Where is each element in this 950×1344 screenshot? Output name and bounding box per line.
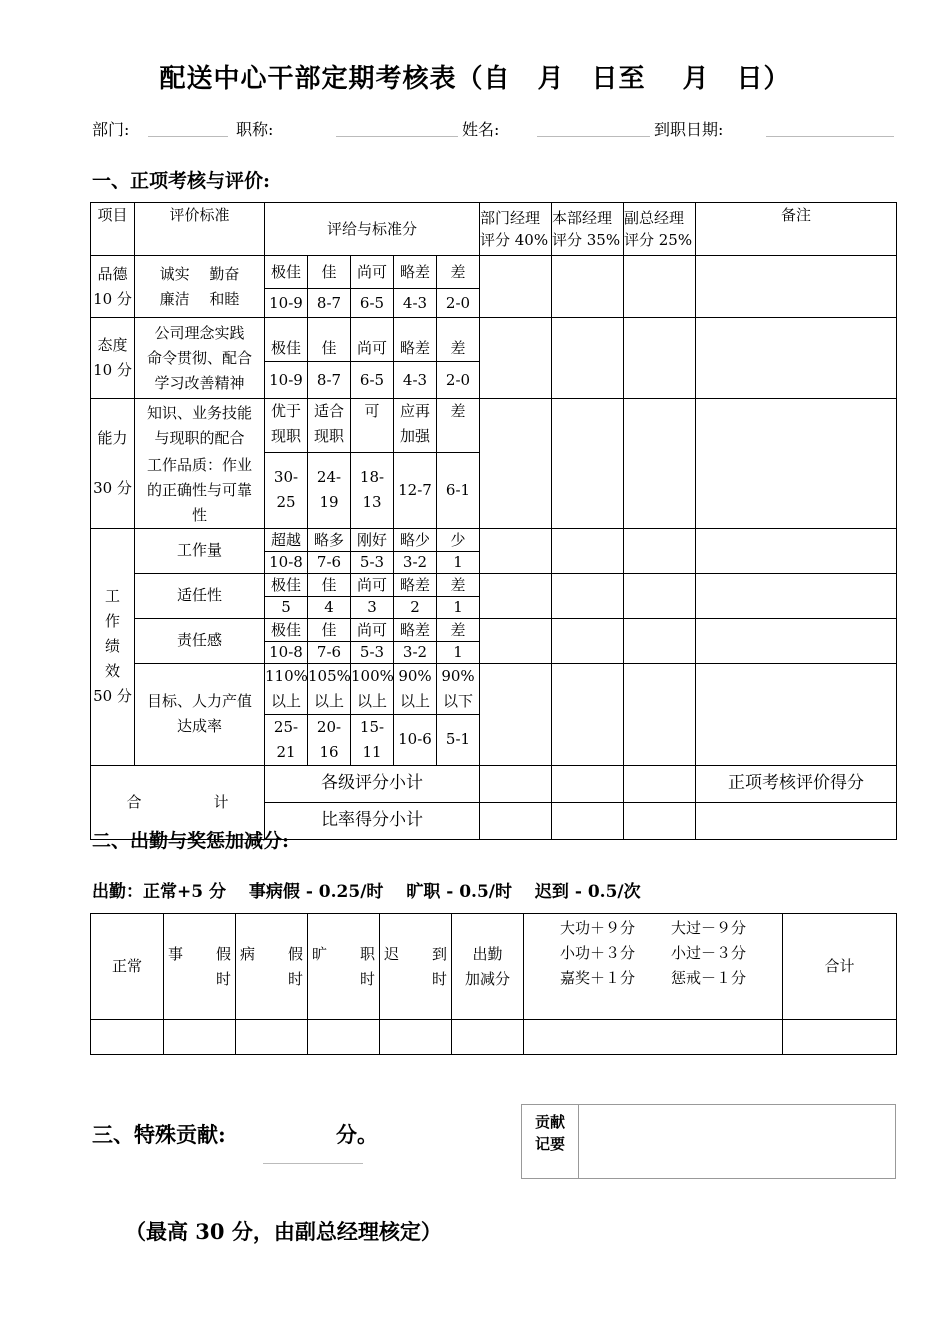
section2-heading: 二、出勤与奖惩加减分:	[92, 830, 290, 852]
suitability-dept-mgr-score[interactable]	[480, 573, 552, 618]
attitude-vice-gm-score[interactable]	[624, 318, 696, 399]
grade-label: 尚可	[351, 618, 394, 641]
grade-label: 适合 现职	[308, 399, 351, 453]
grade-label: 极佳	[265, 573, 308, 596]
col-personal-leave: 事 假 时	[164, 914, 236, 1020]
normal-value[interactable]	[91, 1020, 164, 1055]
workload-label: 工作量	[135, 528, 265, 573]
score-range: 10-8	[265, 641, 308, 663]
dept-field[interactable]	[148, 135, 228, 137]
score-range: 3-2	[394, 641, 437, 663]
dept-label: 部门:	[92, 120, 130, 139]
attitude-own-mgr-score[interactable]	[552, 318, 624, 399]
grade-label: 超越	[265, 528, 308, 551]
score-range: 5-3	[351, 641, 394, 663]
evaluation-table	[90, 202, 897, 840]
score-range: 8-7	[308, 362, 351, 399]
workload-vice-gm-score[interactable]	[624, 528, 696, 573]
workload-dept-mgr-score[interactable]	[480, 528, 552, 573]
grade-label: 刚好	[351, 528, 394, 551]
ratio-dept-mgr[interactable]	[480, 802, 552, 839]
hire-date-label: 到职日期:	[654, 120, 724, 139]
score-range: 10-9	[265, 289, 308, 318]
contribution-box-label: 贡献 记要	[522, 1105, 579, 1179]
position-field[interactable]	[336, 135, 458, 137]
suitability-label: 适任性	[135, 573, 265, 618]
morality-own-mgr-score[interactable]	[552, 256, 624, 318]
score-range: 3-2	[394, 551, 437, 573]
score-range: 6-5	[351, 362, 394, 399]
ratio-own-mgr[interactable]	[552, 802, 624, 839]
personal-leave-value[interactable]	[164, 1020, 236, 1055]
target-dept-mgr-score[interactable]	[480, 663, 552, 765]
score-range: 7-6	[308, 641, 351, 663]
target-remark[interactable]	[696, 663, 897, 765]
workload-own-mgr-score[interactable]	[552, 528, 624, 573]
score-range: 6-1	[437, 453, 480, 529]
section3-unit: 分。	[336, 1122, 378, 1147]
sick-leave-value[interactable]	[236, 1020, 308, 1055]
attendance-adjust-value[interactable]	[452, 1020, 524, 1055]
grade-label: 略差	[394, 573, 437, 596]
grade-label: 110% 以上	[265, 663, 308, 714]
grade-label: 差	[437, 573, 480, 596]
grade-label: 略差	[394, 318, 437, 362]
responsibility-own-mgr-score[interactable]	[552, 618, 624, 663]
section3-heading: 三、特殊贡献:	[92, 1122, 226, 1147]
grade-label: 可	[351, 399, 394, 453]
attendance-table	[90, 913, 897, 1055]
grade-label: 略差	[394, 618, 437, 641]
late-value[interactable]	[380, 1020, 452, 1055]
subtotal-own-mgr[interactable]	[552, 765, 624, 802]
attendance-total-value[interactable]	[783, 1020, 897, 1055]
grade-label: 差	[437, 318, 480, 362]
col-remark-header: 备注	[696, 203, 897, 256]
target-label: 目标、人力产值 达成率	[135, 663, 265, 765]
grade-label: 105% 以上	[308, 663, 351, 714]
attitude-dept-mgr-score[interactable]	[480, 318, 552, 399]
score-range: 3	[351, 596, 394, 618]
morality-vice-gm-score[interactable]	[624, 256, 696, 318]
grade-label: 佳	[308, 573, 351, 596]
subtotal-label: 各级评分小计	[265, 765, 480, 802]
morality-remark[interactable]	[696, 256, 897, 318]
section3-note: （最高 30 分，由副总经理核定）	[125, 1219, 442, 1244]
suitability-remark[interactable]	[696, 573, 897, 618]
score-range: 4	[308, 596, 351, 618]
grade-label: 尚可	[351, 256, 394, 289]
morality-dept-mgr-score[interactable]	[480, 256, 552, 318]
score-range: 5-1	[437, 714, 480, 765]
attitude-standard: 公司理念实践 命令贯彻、配合 学习改善精神	[135, 318, 265, 399]
attitude-item: 态度 10 分	[91, 318, 135, 399]
score-range: 2	[394, 596, 437, 618]
attendance-rule: 出勤：正常+5 分 事病假 - 0.25/时 旷职 - 0.5/时 迟到 - 0.5/次	[92, 882, 641, 902]
ratio-vice-gm[interactable]	[624, 802, 696, 839]
grade-label: 差	[437, 618, 480, 641]
grade-label: 佳	[308, 318, 351, 362]
score-range: 2-0	[437, 289, 480, 318]
grade-label: 差	[437, 256, 480, 289]
col-total: 合计	[783, 914, 897, 1020]
score-range: 1	[437, 641, 480, 663]
grade-label: 尚可	[351, 573, 394, 596]
performance-item: 工 作 绩 效 50 分	[91, 528, 135, 765]
ratio-label: 比率得分小计	[265, 802, 480, 839]
subtotal-vice-gm[interactable]	[624, 765, 696, 802]
rewards-penalties-value[interactable]	[524, 1020, 783, 1055]
grade-label: 少	[437, 528, 480, 551]
col-item-header: 项目	[91, 203, 135, 256]
score-range: 25-21	[265, 714, 308, 765]
name-field[interactable]	[537, 135, 650, 137]
responsibility-vice-gm-score[interactable]	[624, 618, 696, 663]
score-range: 24-19	[308, 453, 351, 529]
responsibility-label: 责任感	[135, 618, 265, 663]
score-range: 4-3	[394, 362, 437, 399]
ability-standard-knowledge: 知识、业务技能 与现职的配合	[135, 399, 265, 453]
ability-own-mgr-score[interactable]	[552, 399, 624, 529]
score-range: 10-9	[265, 362, 308, 399]
target-vice-gm-score[interactable]	[624, 663, 696, 765]
penalties-list: 大过－９分 小过－３分 惩戒－１分	[671, 919, 747, 987]
positive-score-label: 正项考核评价得分	[696, 765, 897, 802]
contribution-box	[521, 1104, 896, 1179]
total-label: 合 计	[91, 765, 265, 839]
col-rewards-penalties	[524, 914, 783, 1020]
col-attendance-adjust: 出勤 加减分	[452, 914, 524, 1020]
col-absence: 旷 职 时	[308, 914, 380, 1020]
positive-score-value[interactable]	[696, 802, 897, 839]
col-dept-mgr-header: 部门经理 评分 40%	[480, 203, 552, 256]
position-label: 职称:	[236, 120, 274, 139]
score-range: 5	[265, 596, 308, 618]
hire-date-field[interactable]	[766, 135, 894, 137]
morality-standard: 诚实 勤奋 廉洁 和睦	[135, 256, 265, 318]
grade-label: 差	[437, 399, 480, 453]
section1-heading: 一、正项考核与评价:	[92, 170, 271, 192]
score-range: 10-6	[394, 714, 437, 765]
morality-item: 品德 10 分	[91, 256, 135, 318]
score-range: 4-3	[394, 289, 437, 318]
score-range: 20-16	[308, 714, 351, 765]
score-range: 1	[437, 551, 480, 573]
col-late: 迟 到 时	[380, 914, 452, 1020]
score-range: 18-13	[351, 453, 394, 529]
score-range: 10-8	[265, 551, 308, 573]
contribution-notes[interactable]	[579, 1105, 896, 1179]
score-range: 7-6	[308, 551, 351, 573]
workload-remark[interactable]	[696, 528, 897, 573]
col-vice-gm-header: 副总经理 评分 25%	[624, 203, 696, 256]
special-contribution-field[interactable]	[263, 1162, 363, 1164]
grade-label: 应再 加强	[394, 399, 437, 453]
subtotal-dept-mgr[interactable]	[480, 765, 552, 802]
grade-label: 90% 以下	[437, 663, 480, 714]
grade-label: 90% 以上	[394, 663, 437, 714]
name-label: 姓名:	[462, 120, 500, 139]
suitability-own-mgr-score[interactable]	[552, 573, 624, 618]
score-range: 12-7	[394, 453, 437, 529]
grade-label: 佳	[308, 618, 351, 641]
grade-label: 略多	[308, 528, 351, 551]
grade-label: 优于 现职	[265, 399, 308, 453]
col-normal: 正常	[91, 914, 164, 1020]
score-range: 6-5	[351, 289, 394, 318]
target-own-mgr-score[interactable]	[552, 663, 624, 765]
grade-label: 极佳	[265, 256, 308, 289]
grade-label: 略差	[394, 256, 437, 289]
responsibility-remark[interactable]	[696, 618, 897, 663]
score-range: 5-3	[351, 551, 394, 573]
col-score-header: 评给与标准分	[265, 203, 480, 256]
ability-remark[interactable]	[696, 399, 897, 529]
suitability-vice-gm-score[interactable]	[624, 573, 696, 618]
col-standard-header: 评价标准	[135, 203, 265, 256]
grade-label: 略少	[394, 528, 437, 551]
grade-label: 100% 以上	[351, 663, 394, 714]
score-range: 15-11	[351, 714, 394, 765]
col-sick-leave: 病 假 时	[236, 914, 308, 1020]
form-title: 配送中心干部定期考核表（自 月 日至 月 日）	[159, 64, 791, 94]
responsibility-dept-mgr-score[interactable]	[480, 618, 552, 663]
col-own-mgr-header: 本部经理 评分 35%	[552, 203, 624, 256]
grade-label: 极佳	[265, 318, 308, 362]
attitude-remark[interactable]	[696, 318, 897, 399]
score-range: 30-25	[265, 453, 308, 529]
grade-label: 尚可	[351, 318, 394, 362]
rewards-list: 大功＋９分 小功＋３分 嘉奖＋１分	[559, 919, 635, 987]
ability-item: 能力 30 分	[91, 399, 135, 529]
grade-label: 佳	[308, 256, 351, 289]
score-range: 1	[437, 596, 480, 618]
ability-standard-quality: 工作品质：作业 的正确性与可靠 性	[135, 453, 265, 529]
ability-vice-gm-score[interactable]	[624, 399, 696, 529]
absence-value[interactable]	[308, 1020, 380, 1055]
score-range: 8-7	[308, 289, 351, 318]
ability-dept-mgr-score[interactable]	[480, 399, 552, 529]
grade-label: 极佳	[265, 618, 308, 641]
score-range: 2-0	[437, 362, 480, 399]
